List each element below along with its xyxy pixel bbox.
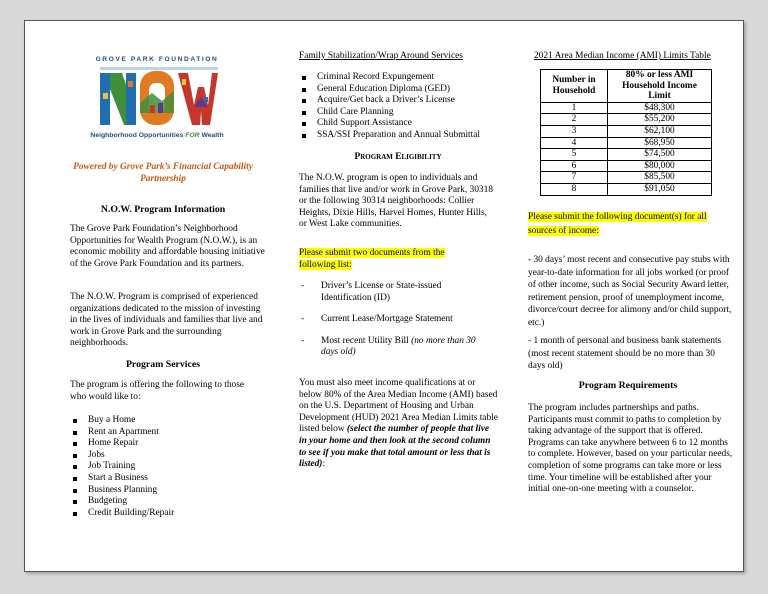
powered-by-text: Powered by Grove Park’s Financial Capability Partnership: [73, 162, 253, 184]
income-limit-cell: $91,050: [608, 183, 712, 195]
requirements-text: The program includes partnerships and paths. Participants must commit to paths to completion by taking advantage of the support that is offered. Programs can take anywhere between 6 to 12 months to complete. However, based on your particular needs, completion of some programs can take more or less time. Your timeline will be established after your initial one-on-one meeting with a counselor.: [528, 403, 733, 495]
list-item: [299, 336, 489, 359]
income-text: You must also meet income qualifications at or below 80% of the Area Median Income (AMI) based on the U.S. Department of Housing and Urban Development (HUD) 2021 Area Median Limits table listed below: [299, 378, 498, 435]
tagline-pre: Neighborhood Opportunities: [90, 132, 184, 139]
list-item: Budgeting: [70, 496, 260, 508]
services-heading: Program Services: [125, 359, 201, 370]
brochure-page: [24, 20, 744, 572]
list-item: Job Training: [70, 461, 260, 473]
household-size-cell: 2: [541, 114, 608, 126]
submit-two-highlight: Please submit two documents from the following list:: [299, 248, 445, 270]
income-limit-cell: $80,000: [608, 160, 712, 172]
info-paragraph-1: The Grove Park Foundation’s Neighborhood Opportunities for Wealth Program (N.O.W.), is an economic mobility and affordable housing initiative of the Grove Park Foundation and its partners.: [70, 224, 265, 269]
family-services-heading: Family Stabilization/Wrap Around Services: [299, 51, 463, 61]
household-size-cell: 1: [541, 102, 608, 114]
list-item: [299, 281, 489, 304]
income-limit-cell: $62,100: [608, 125, 712, 137]
list-item: General Education Diploma (GED): [299, 84, 499, 96]
table-row: [541, 102, 712, 114]
income-limit-cell: $48,300: [608, 102, 712, 114]
logo-foundation-text: GROVE PARK FOUNDATION: [95, 56, 219, 63]
list-item: Child Care Planning: [299, 107, 499, 119]
info-paragraph-2: The N.O.W. Program is comprised of experienced organizations dedicated to the mission of investing in the lives of individuals and families that live and work in Grove Park and the surrounding neighborhoods.: [70, 292, 263, 349]
table-row: [541, 172, 712, 184]
list-item: Acquire/Get back a Driver’s License: [299, 95, 499, 107]
table-row: [541, 183, 712, 195]
income-doc-item-2: - 1 month of personal and business bank statements (most recent statement should be no more than 30 days old): [528, 336, 722, 371]
eligibility-text: The N.O.W. program is open to individuals and families that live and/or work in Grove Park, 30318 or the following 30314 neighborhoods: Collier Heights, Dixie Hills, Harvel Homes, Hunter Hills, or West Lake communities.: [299, 173, 493, 230]
logo-letter-w: [178, 73, 218, 125]
household-size-cell: 4: [541, 137, 608, 149]
doc-text: Current Lease/Mortgage Statement: [321, 314, 453, 325]
tagline-post: Wealth: [201, 132, 224, 139]
now-logo: [100, 67, 218, 129]
column-header: Number in Household: [541, 70, 608, 103]
income-qualification-text: [299, 378, 499, 471]
family-services-list: [299, 72, 499, 142]
table-row: [541, 114, 712, 126]
doc-text: Driver’s License or State-issued Identification (ID): [321, 281, 442, 303]
list-item: SSA/SSI Preparation and Annual Submittal: [299, 130, 499, 142]
submit-income-highlight: Please submit the following document(s) for all sources of income:: [528, 212, 707, 236]
documents-list: [299, 281, 489, 359]
table-row: [541, 137, 712, 149]
ami-table-title: 2021 Area Median Income (AMI) Limits Table: [534, 51, 711, 61]
logo-letter-n: [100, 73, 136, 125]
list-item: Jobs: [70, 450, 260, 462]
income-emphasis: (select the number of people that live in your home and then look at the second column to see if you make that total amount or less that is listed): [299, 424, 491, 470]
list-item: [299, 314, 489, 326]
ami-table: [540, 69, 712, 196]
list-item: Start a Business: [70, 473, 260, 485]
list-item: Child Support Assistance: [299, 118, 499, 130]
table-row: [541, 125, 712, 137]
list-item: Rent an Apartment: [70, 427, 260, 439]
info-heading: N.O.W. Program Information: [100, 204, 226, 215]
list-item: Criminal Record Expungement: [299, 72, 499, 84]
household-size-cell: 7: [541, 172, 608, 184]
services-intro: The program is offering the following to those who would like to:: [70, 380, 245, 402]
logo-letter-o: [140, 71, 174, 125]
logo-tagline: [62, 132, 252, 139]
tagline-for: FOR: [185, 132, 200, 139]
income-end: :: [322, 459, 326, 470]
income-limit-cell: $74,500: [608, 149, 712, 161]
income-doc-item-1: - 30 days’ most recent and consecutive pay stubs with year-to-date information for all jobs worked (or proof of other income, such as Social Security Award letter, retirement pension, proof of unemployment income, divorce/court decree for alimony and/or child support, etc.): [528, 255, 732, 328]
list-item: Home Repair: [70, 438, 260, 450]
doc-text: Most recent Utility Bill: [321, 335, 409, 346]
submit-income-docs: [528, 210, 728, 238]
ami-table-body: [541, 102, 712, 195]
income-limit-cell: $85,500: [608, 172, 712, 184]
income-limit-cell: $55,200: [608, 114, 712, 126]
submit-two-documents: [299, 248, 459, 271]
household-size-cell: 8: [541, 183, 608, 195]
list-item: Credit Building/Repair: [70, 508, 260, 520]
table-row: [541, 160, 712, 172]
column-header: 80% or less AMI Household Income Limit: [608, 70, 712, 103]
table-row: [541, 149, 712, 161]
eligibility-heading: Program Eligibility: [354, 152, 442, 162]
household-size-cell: 6: [541, 160, 608, 172]
requirements-heading: Program Requirements: [578, 380, 678, 391]
household-size-cell: 5: [541, 149, 608, 161]
household-size-cell: 3: [541, 125, 608, 137]
list-item: Business Planning: [70, 485, 260, 497]
services-list: [70, 415, 260, 519]
list-item: Buy a Home: [70, 415, 260, 427]
income-limit-cell: $68,950: [608, 137, 712, 149]
doc-note: (no more than 30 days old): [321, 335, 476, 358]
table-header-row: [541, 70, 712, 103]
